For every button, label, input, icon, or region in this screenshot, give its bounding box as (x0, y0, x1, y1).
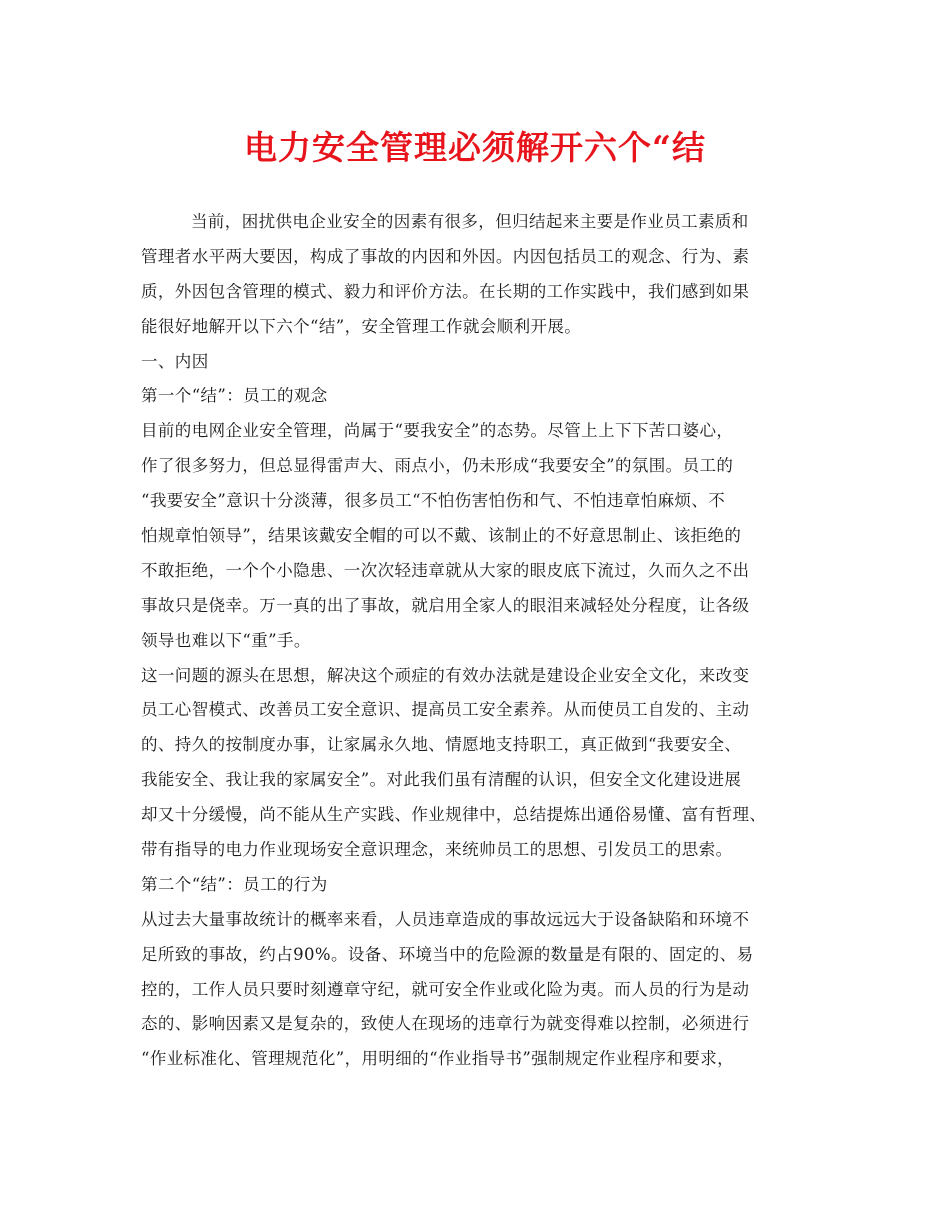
paragraph-line: 却又十分缓慢，尚不能从生产实践、作业规律中，总结提炼出通俗易懂、富有哲理、 (141, 805, 767, 825)
paragraph-line: 当前，困扰供电企业安全的因素有很多，但归结起来主要是作业员工素质和 (191, 212, 749, 231)
paragraph-line: 态的、影响因素又是复杂的，致使人在现场的违章行为就变得难以控制，必须进行 (141, 1014, 750, 1034)
paragraph-line: 事故只是侥幸。万一真的出了事故，就启用全家人的眼泪来减轻处分程度，让各级 (141, 595, 750, 615)
paragraph-line: 质，外因包含管理的模式、毅力和评价方法。在长期的工作实践中，我们感到如果 (141, 281, 750, 301)
paragraph-line: 这一问题的源头在思想，解决这个顽症的有效办法就是建设企业安全文化，来改变 (141, 665, 750, 685)
paragraph-line: 从过去大量事故统计的概率来看，人员违章造成的事故远远大于设备缺陷和环境不 (141, 909, 750, 929)
paragraph-line: 能很好地解开以下六个“结”，安全管理工作就会顺利开展。 (141, 316, 582, 336)
paragraph-line: 的、持久的按制度办事，让家属永久地、情愿地支持职工，真正做到“我要安全、 (141, 735, 742, 755)
paragraph-line: 领导也难以下“重”手。 (141, 630, 311, 650)
paragraph-line: “作业标准化、管理规范化”，用明细的“作业指导书”强制规定作业程序和要求， (141, 1049, 735, 1069)
document-title: 电力安全管理必须解开六个“结 (244, 128, 706, 167)
paragraph-line: 员工心智模式、改善员工安全意识、提高员工安全素养。从而使员工自发的、主动 (141, 700, 750, 720)
document-body (141, 205, 821, 1077)
subsection-heading: 第一个“结”：员工的观念 (141, 386, 328, 406)
paragraph-line: “我要安全”意识十分淡薄，很多员工“不怕伤害怕伤和气、不怕违章怕麻烦、不 (141, 491, 726, 511)
paragraph-line: 目前的电网企业安全管理，尚属于“要我安全”的态势。尽管上上下下苦口婆心， (141, 421, 734, 441)
paragraph-line: 控的，工作人员只要时刻遵章守纪，就可安全作业或化险为夷。而人员的行为是动 (141, 979, 750, 999)
paragraph-line: 管理者水平两大要因，构成了事故的内因和外因。内因包括员工的观念、行为、素 (141, 246, 750, 266)
subsection-heading: 第二个“结”：员工的行为 (141, 874, 328, 894)
paragraph-line: 怕规章怕领导”，结果该戴安全帽的可以不戴、该制止的不好意思制止、该拒绝的 (141, 526, 742, 546)
paragraph-line: 不敢拒绝，一个个小隐患、一次次轻违章就从大家的眼皮底下流过，久而久之不出 (141, 560, 750, 580)
paragraph-line: 作了很多努力，但总显得雷声大、雨点小，仍未形成“我要安全”的氛围。员工的 (141, 456, 734, 476)
paragraph-line: 足所致的事故，约占90%。设备、环境当中的危险源的数量是有限的、固定的、易 (141, 944, 754, 964)
paragraph-line: 带有指导的电力作业现场安全意识理念，来统帅员工的思想、引发员工的思索。 (141, 840, 733, 860)
paragraph-line: 我能安全、我让我的家属安全”。对此我们虽有清醒的认识，但安全文化建设进展 (141, 770, 742, 790)
section-heading: 一、内因 (141, 351, 209, 371)
